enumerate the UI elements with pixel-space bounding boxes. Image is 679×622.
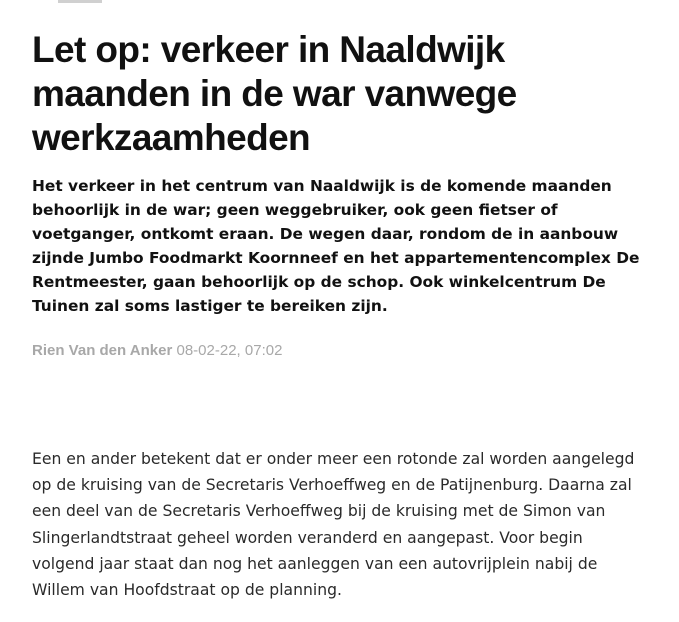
article-intro: Het verkeer in het centrum van Naaldwijk is de komende maanden behoorlijk in de war; geen weggebruiker, ook geen fietser of voetganger, ontkomt eraan. De wegen daar, rondom de in aanbouw zijnde Jumbo Foodmarkt Koornneef en het appartementencomplex De Rentmeester, gaan behoorlijk op de schop. Ook winkelcentrum De Tuinen zal soms lastiger te bereiken zijn.	[32, 177, 640, 315]
publish-date: 08-02-22, 07:02	[176, 342, 283, 359]
top-divider-fragment	[58, 0, 102, 3]
article-byline	[32, 342, 652, 360]
article	[32, 28, 652, 360]
article-body-paragraph: Een en ander betekent dat er onder meer een rotonde zal worden aangelegd op de kruising van de Secretaris Verhoeffweg en de Patijnenburg. Daarna zal een deel van de Secretaris Verhoeffweg bij de kruising met de Simon van Slingerlandtstraat geheel worden veranderd en aangepast. Voor begin volgend jaar staat dan nog het aanleggen van een autovrijplein nabij de Willem van Hoofdstraat op de planning.	[32, 450, 635, 600]
author-name[interactable]: Rien Van den Anker	[32, 342, 173, 359]
article-headline: Let op: verkeer in Naaldwijk maanden in de war vanwege werkzaamheden	[32, 29, 517, 158]
